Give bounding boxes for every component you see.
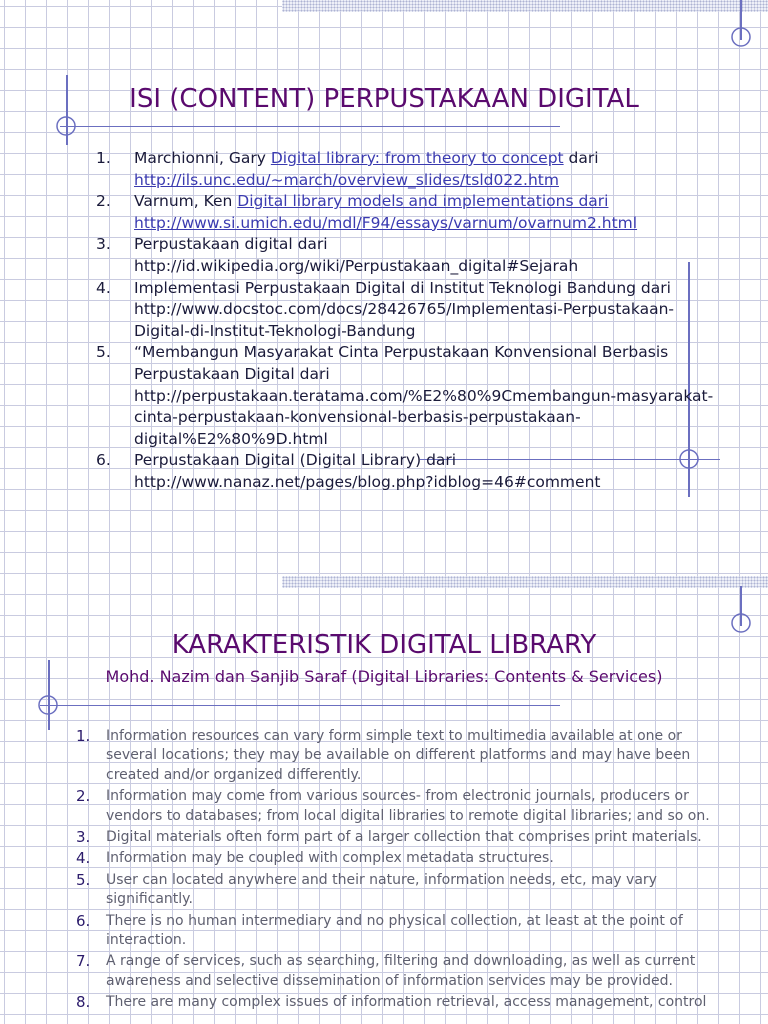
- item-text: “Membangun Masyarakat Cinta Perpustakaan Konvensional Berbasis Perpustakaan Digital dari http://perpustakaan.teratama.com/%E2%80%9Cmembangun-masyarakat-cinta-perpustakaan-konvensional-berbasis-perpustakaan-digital%E2%80%9D.html: [134, 343, 714, 448]
- item-text: There are many complex issues of information retrieval, access management, control: [106, 994, 707, 1011]
- item-text: Implementasi Perpustakaan Digital di Institut Teknologi Bandung dari http://www.docstoc.com/docs/28426765/Implementasi-Perpustakaan-Digital-di-Institut-Teknologi-Bandung: [134, 278, 675, 340]
- item-number: 2.: [96, 192, 111, 211]
- item-number: 4.: [96, 278, 111, 297]
- reference-list: [96, 148, 716, 494]
- item-number: 7.: [76, 952, 91, 971]
- item-text: User can located anywhere and their nature, information needs, etc, may vary significantly.: [106, 871, 657, 908]
- characteristics-list: [76, 727, 736, 1015]
- item-number: 5.: [96, 343, 111, 362]
- list-item: [96, 342, 716, 450]
- crosshair-circle-icon: [54, 114, 78, 138]
- list-item: [76, 952, 736, 991]
- top-dotted-band: [282, 0, 768, 12]
- list-item: [76, 912, 736, 951]
- list-item: [76, 849, 736, 868]
- list-item: [96, 148, 716, 191]
- list-item: [76, 828, 736, 847]
- slide-subtitle: Mohd. Nazim dan Sanjib Saraf (Digital Libraries: Contents & Services): [105, 667, 663, 686]
- item-number: 6.: [96, 451, 111, 470]
- list-item: [96, 191, 716, 234]
- url-link[interactable]: http://www.si.umich.edu/mdl/F94/essays/varnum/ovarnum2.html: [134, 213, 638, 232]
- reference-link[interactable]: Digital library models and implementations dari: [237, 192, 609, 211]
- crosshair-circle-icon: [36, 693, 60, 717]
- item-text: Information resources can vary form simple text to multimedia available at one or several locations; they may be available on different platforms and may have been created and/or organized differently.: [106, 728, 691, 783]
- middle-dotted-band: [282, 576, 768, 588]
- item-text: A range of services, such as searching, filtering and downloading, as well as current awareness and selective dissemination of information services may be provided.: [106, 953, 696, 989]
- item-text: Information may be coupled with complex metadata structures.: [106, 850, 554, 867]
- item-text: Perpustakaan Digital (Digital Library) dari http://www.nanaz.net/pages/blog.php?idblog=46#comment: [134, 451, 601, 491]
- item-number: 3.: [96, 235, 111, 254]
- item-text: Digital materials often form part of a larger collection that comprises print materials.: [106, 829, 702, 846]
- item-text: Perpustakaan digital dari http://id.wikipedia.org/wiki/Perpustakaan_digital#Sejarah: [134, 235, 579, 275]
- item-number: 1.: [96, 149, 111, 167]
- list-item: [76, 727, 736, 785]
- item-number: 3.: [76, 828, 91, 847]
- item-text: There is no human intermediary and no physical collection, at least at the point of interaction.: [106, 912, 683, 949]
- slide-title: ISI (CONTENT) PERPUSTAKAAN DIGITAL: [129, 84, 639, 114]
- list-item: [76, 993, 736, 1012]
- item-text: Information may come from various sources- from electronic journals, producers or vendors to databases; from local digital libraries to remote digital libraries; and so on.: [106, 788, 710, 824]
- url-link[interactable]: http://ils.unc.edu/~march/overview_slides/tsld022.htm: [134, 170, 559, 189]
- item-author: Marchionni, Gary: [134, 149, 271, 167]
- crosshair-circle-icon: [729, 25, 753, 49]
- item-suffix: dari: [563, 149, 599, 167]
- item-number: 2.: [76, 787, 91, 806]
- list-item: [96, 450, 716, 493]
- item-number: 8.: [76, 993, 91, 1012]
- item-number: 6.: [76, 911, 91, 930]
- list-item: [76, 871, 736, 910]
- list-item: [96, 234, 716, 277]
- list-item: [76, 787, 736, 826]
- decor-horizontal-line: [40, 705, 560, 706]
- item-author: Varnum, Ken: [134, 192, 238, 211]
- item-number: 5.: [76, 870, 91, 889]
- list-item: [96, 278, 716, 343]
- decor-horizontal-line: [60, 126, 560, 127]
- reference-link[interactable]: Digital library: from theory to concept: [270, 149, 564, 167]
- item-number: 4.: [76, 849, 91, 868]
- item-number: 1.: [76, 727, 91, 745]
- slide-title: KARAKTERISTIK DIGITAL LIBRARY: [171, 630, 597, 660]
